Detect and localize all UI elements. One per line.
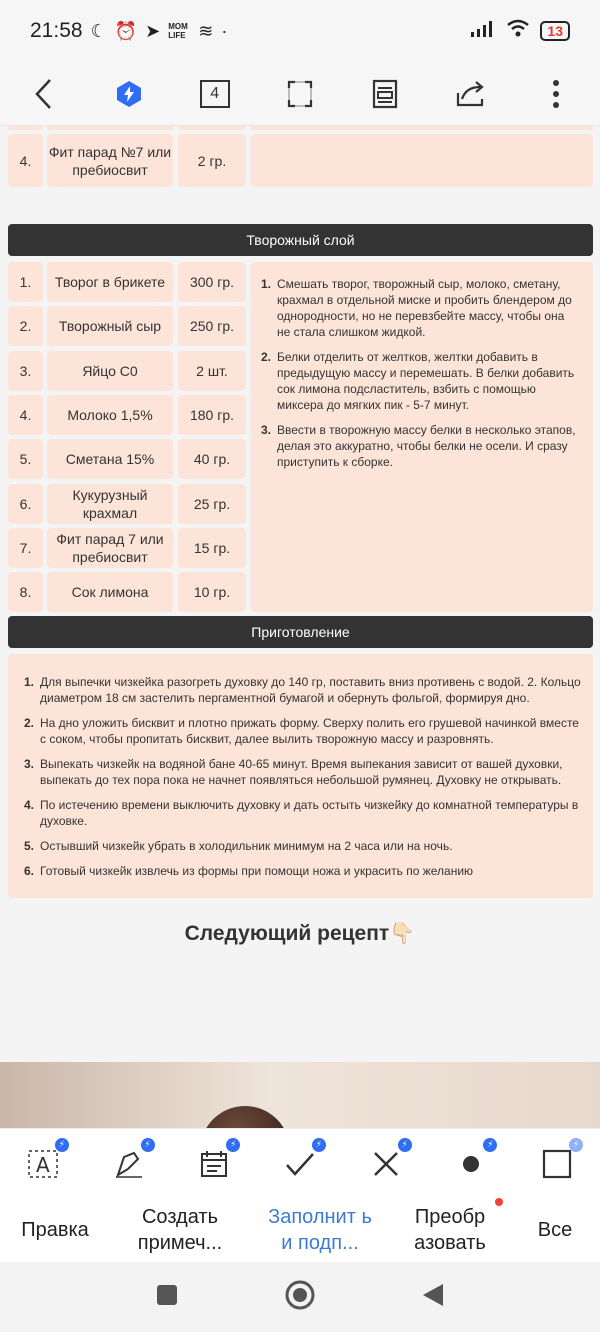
ingredient-name: Творог в брикете xyxy=(47,262,173,302)
tab-edit[interactable]: Правка xyxy=(21,1219,89,1241)
ingredient-amount: 25 гр. xyxy=(178,484,246,524)
premium-bolt-icon: ⚡ xyxy=(226,1138,240,1152)
step-item xyxy=(24,863,583,879)
tab-convert[interactable] xyxy=(405,1204,495,1256)
step-number: 2. xyxy=(24,716,35,730)
checkmark-tool[interactable] xyxy=(280,1139,323,1184)
step-number: 3. xyxy=(24,757,35,771)
app-badge: MOM LIFE xyxy=(168,22,188,40)
premium-bolt-icon: ⚡ xyxy=(312,1138,326,1152)
premium-bolt-icon: ⚡ xyxy=(569,1138,583,1152)
ingredient-amount: 40 гр. xyxy=(178,439,246,479)
dot-tool[interactable] xyxy=(451,1139,494,1184)
share-button[interactable] xyxy=(451,74,491,114)
step-text: Белки отделить от желтков, желтки добавить в предыдущую массу и перемешать. В белки добавить сок лимона подсластитель, взбить с помощью миксера до мягких пик - 5-7 минут. xyxy=(277,350,575,412)
step-text: На дно уложить бисквит и плотно прижать форму. Сверху полить его грушевой начинкой вместе с соком, чтобы пропитать бисквит, далее вылить творожную массу и разровнять. xyxy=(40,716,579,746)
curd-steps-panel xyxy=(251,262,593,612)
moon-icon: ☾ xyxy=(90,20,107,41)
recents-button[interactable] xyxy=(155,1283,179,1312)
ingredient-name: Творожный сыр xyxy=(47,306,173,346)
more-menu-button[interactable] xyxy=(536,74,576,114)
back-button[interactable] xyxy=(24,74,64,114)
rectangle-tool[interactable] xyxy=(537,1139,580,1184)
ingredient-name: Фит парад 7 или пребиосвит xyxy=(47,528,173,568)
step-number: 1. xyxy=(261,277,272,291)
premium-bolt-icon: ⚡ xyxy=(398,1138,412,1152)
tab-all[interactable]: Все xyxy=(537,1219,573,1241)
step-number: 3. xyxy=(261,423,272,437)
layers-icon: ≋ xyxy=(198,20,214,41)
ingredient-num: 3. xyxy=(8,351,43,391)
page-count-button[interactable] xyxy=(195,74,235,114)
ingredient-name: Яйцо С0 xyxy=(47,351,173,391)
telegram-icon: ➤ xyxy=(145,20,161,41)
date-tool[interactable] xyxy=(194,1139,237,1184)
step-number: 1. xyxy=(24,675,35,689)
ingredient-amount: 10 гр. xyxy=(178,572,246,612)
top-row-edge xyxy=(47,126,173,130)
preparation-panel xyxy=(8,654,593,898)
curd-layer-header: Творожный слой xyxy=(8,224,593,256)
step-number: 2. xyxy=(261,350,272,364)
text-box-tool[interactable] xyxy=(23,1139,65,1184)
step-item xyxy=(24,756,583,788)
top-row-edge xyxy=(251,126,593,130)
ingredient-num: 8. xyxy=(8,572,43,612)
annotation-tools xyxy=(0,1128,600,1198)
tab-fill-sign[interactable]: Заполнит ь и подп... xyxy=(268,1206,372,1254)
system-navigation xyxy=(0,1262,600,1332)
top-row-edge xyxy=(8,126,43,130)
ingredient-num: 6. xyxy=(8,484,43,524)
page-count: 4 xyxy=(200,80,230,108)
ingredient-amount: 15 гр. xyxy=(178,528,246,568)
recipe-photo xyxy=(0,1062,600,1128)
back-nav-button[interactable] xyxy=(421,1282,445,1313)
top-row-name: Фит парад №7 или пребиосвит xyxy=(47,134,173,187)
step-item xyxy=(261,422,579,470)
document-view[interactable] xyxy=(0,126,600,1128)
ingredient-num: 4. xyxy=(8,395,43,435)
tab-create-note[interactable]: Создать примеч... xyxy=(137,1206,223,1254)
step-text: Выпекать чизкейк на водяной бане 40-65 минут. Время выпекания зависит от вашей духовки, выпекать до тех пора пока не начнет появляться небольшой румянец. Духовку не открывать. xyxy=(40,757,563,787)
reading-mode-button[interactable] xyxy=(365,74,405,114)
ingredient-num: 2. xyxy=(8,306,43,346)
wifi-icon xyxy=(506,19,530,43)
top-row-panel xyxy=(251,134,593,187)
step-item xyxy=(24,838,583,854)
step-text: Ввести в творожную массу белки в несколько этапов, делая это аккуратно, чтобы белки не осели. И сразу приступить к сборке. xyxy=(277,423,576,469)
step-item xyxy=(24,715,583,747)
top-row-edge xyxy=(178,126,246,130)
step-number: 6. xyxy=(24,864,35,878)
ai-bolt-button[interactable] xyxy=(109,74,149,114)
svg-text:A: A xyxy=(35,1152,50,1177)
battery-indicator: 13 xyxy=(540,21,570,41)
cross-tool[interactable] xyxy=(366,1139,408,1184)
step-text: Для выпечки чизкейка разогреть духовку до 140 гр, поставить вниз противень с водой. 2. Кольцо диаметром 18 см застелить пергаментной бумагой и обернуть фольгой, формируя дно. xyxy=(40,675,581,705)
curd-steps-list xyxy=(261,276,579,470)
ingredient-amount: 300 гр. xyxy=(178,262,246,302)
ingredient-name: Сок лимона xyxy=(47,572,173,612)
status-bar xyxy=(0,0,600,62)
step-text: По истечению времени выключить духовку и дать остыть чизкейку до комнатной температуры в духовке. xyxy=(40,798,579,828)
ingredient-name: Молоко 1,5% xyxy=(47,395,173,435)
step-number: 4. xyxy=(24,798,35,812)
ingredient-name: Кукурузный крахмал xyxy=(47,484,173,524)
next-recipe-title: Следующий рецепт👇🏻 xyxy=(184,922,416,945)
premium-bolt-icon: ⚡ xyxy=(483,1138,497,1152)
step-item xyxy=(24,797,583,829)
preparation-steps-list xyxy=(24,674,583,879)
sign-tool[interactable] xyxy=(109,1139,151,1184)
tab-convert-label: Преобр азовать xyxy=(414,1206,486,1254)
premium-bolt-icon: ⚡ xyxy=(141,1138,155,1152)
ingredient-amount: 180 гр. xyxy=(178,395,246,435)
bottom-tabs xyxy=(0,1198,600,1262)
step-item xyxy=(261,349,579,413)
clock: 21:58 xyxy=(30,19,83,42)
ingredient-num: 7. xyxy=(8,528,43,568)
notification-dot xyxy=(495,1198,503,1206)
ingredient-name: Сметана 15% xyxy=(47,439,173,479)
ingredient-num: 5. xyxy=(8,439,43,479)
step-text: Смешать творог, творожный сыр, молоко, сметану, крахмал в отдельной миске и пробить блендером до однородности, но не перевзбейте массу, чтобы она не стала слишком жидкой. xyxy=(277,277,572,339)
step-text: Готовый чизкейк извлечь из формы при помощи ножа и украсить по желанию xyxy=(40,864,474,878)
step-item xyxy=(261,276,579,340)
ingredient-num: 1. xyxy=(8,262,43,302)
ingredient-amount: 250 гр. xyxy=(178,306,246,346)
step-item xyxy=(24,674,583,706)
fullscreen-button[interactable] xyxy=(280,74,320,114)
home-button[interactable] xyxy=(284,1279,316,1316)
alarm-icon: ⏰ xyxy=(114,20,138,41)
dot-icon: · xyxy=(221,20,228,41)
top-row-num: 4. xyxy=(8,134,43,187)
reader-toolbar xyxy=(0,62,600,126)
step-number: 5. xyxy=(24,839,35,853)
step-text: Остывший чизкейк убрать в холодильник минимум на 2 часа или на ночь. xyxy=(40,839,453,853)
signal-icon xyxy=(470,19,496,43)
preparation-header: Приготовление xyxy=(8,616,593,648)
ingredient-amount: 2 шт. xyxy=(178,351,246,391)
top-row-amount: 2 гр. xyxy=(178,134,246,187)
premium-bolt-icon: ⚡ xyxy=(55,1138,69,1152)
